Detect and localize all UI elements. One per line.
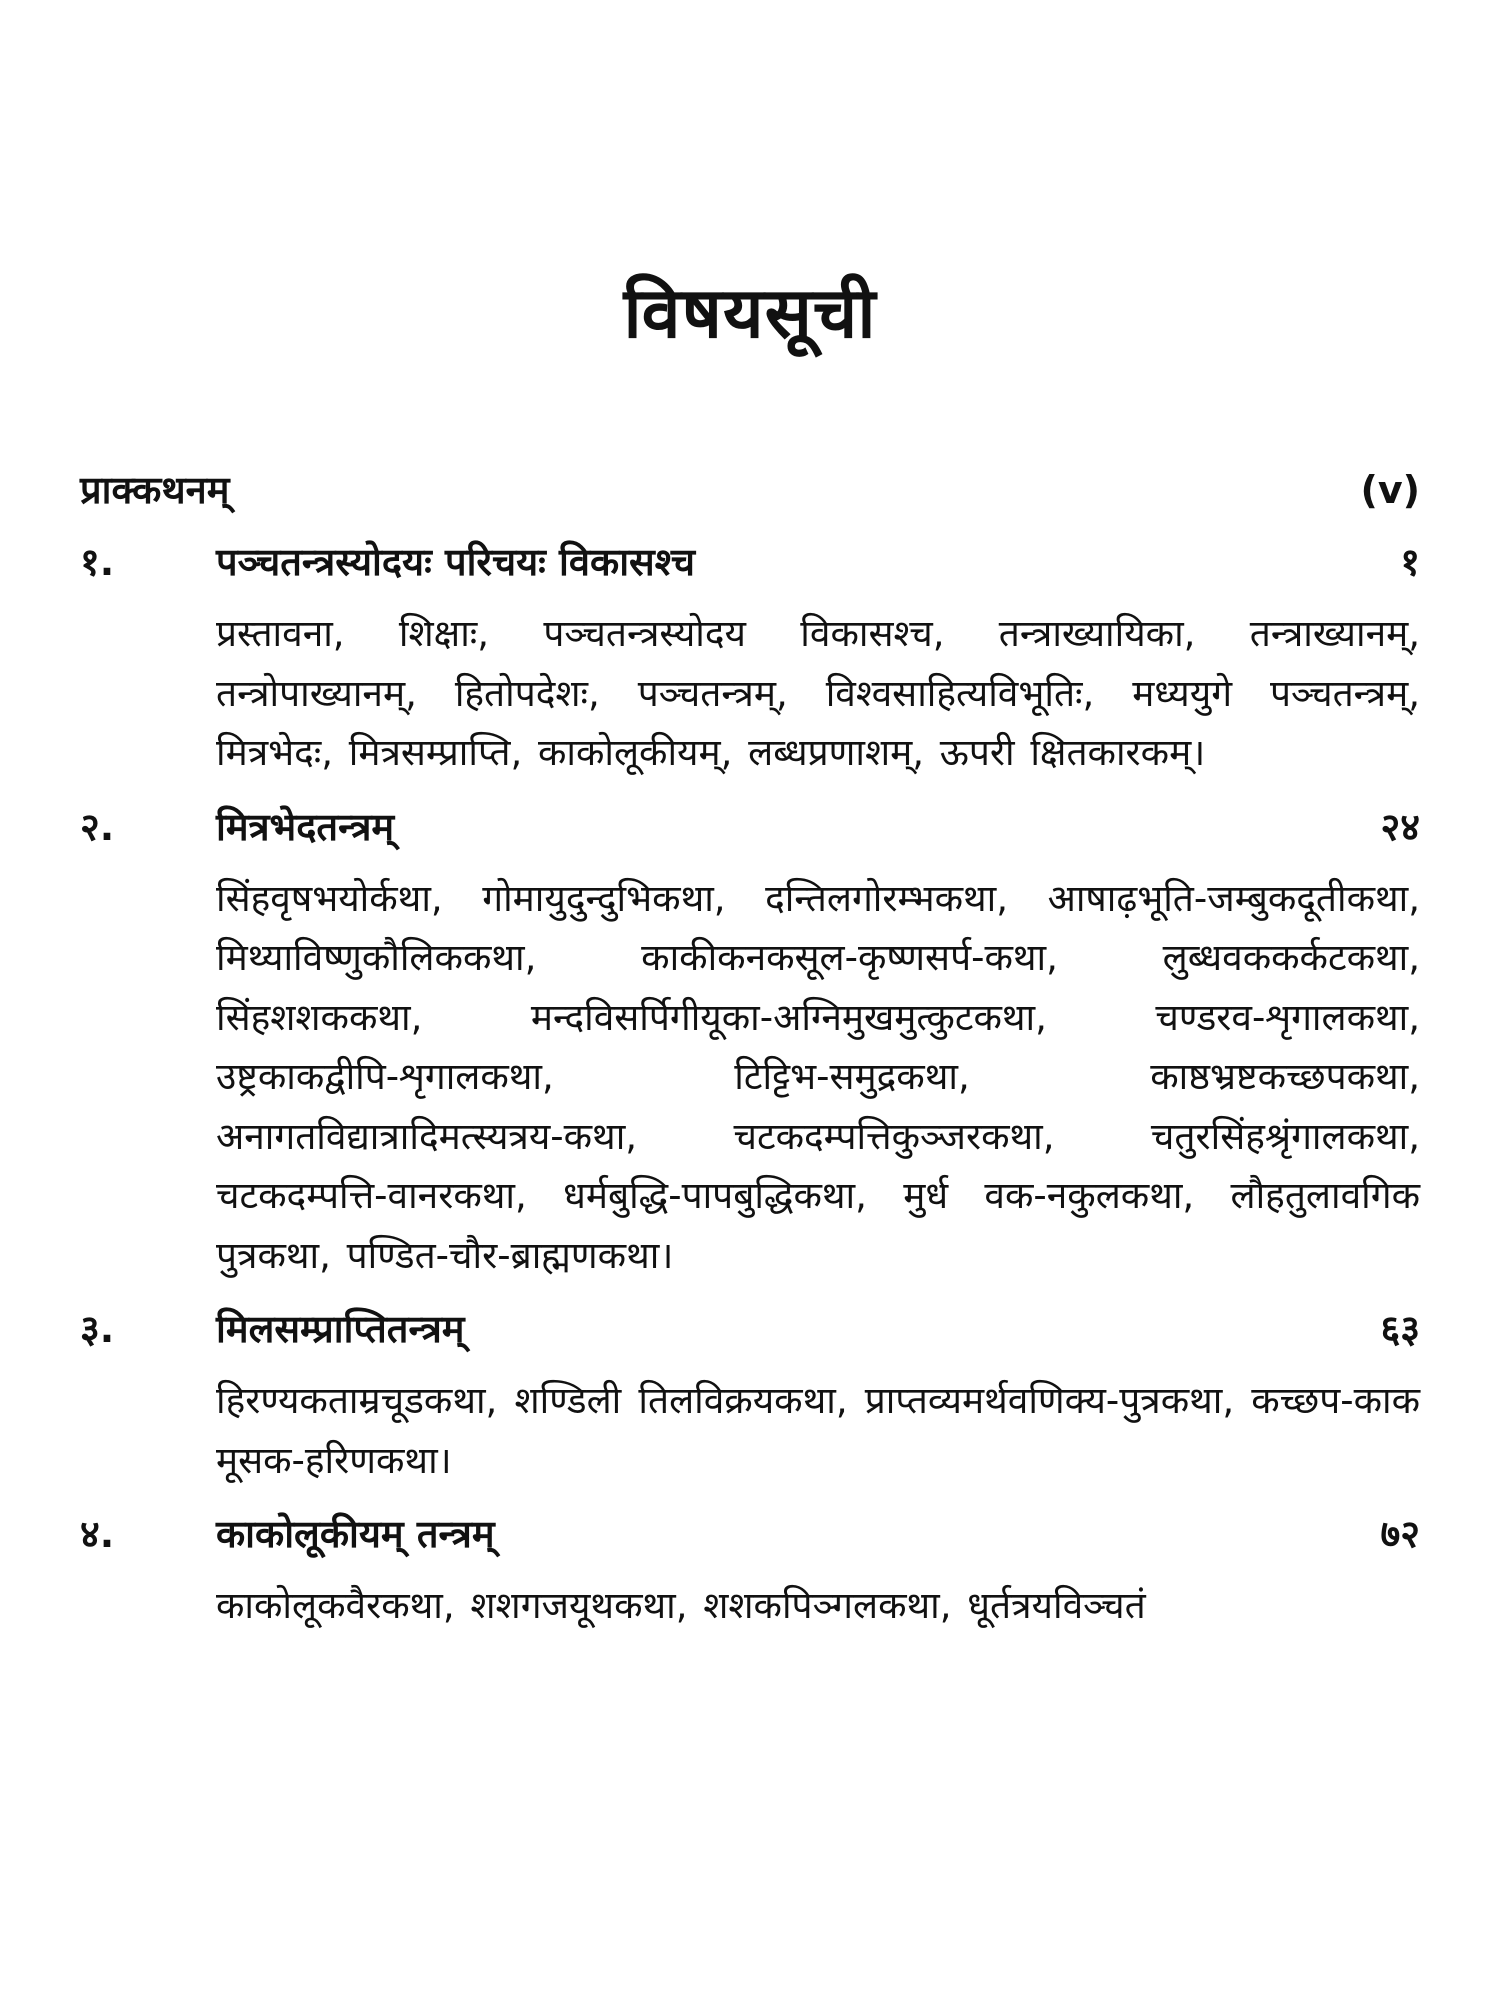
preface-page-number: (v) <box>1360 468 1420 512</box>
section-page-number: ७२ <box>1380 1512 1420 1556</box>
page-title: विषयसूची <box>623 272 877 354</box>
section-contents: प्रस्तावना, शिक्षाः, पञ्चतन्त्रस्योदय विकासश्च, तन्त्राख्यायिका, तन्त्राख्यानम्, तन्त्रोपाख्यानम्, हितोपदेशः, पञ्चतन्त्रम्, विश्वसाहित्यविभूतिः, मध्ययुगे पञ्चतन्त्रम्, मित्रभेदः, मित्रसम्प्राप्ति, काकोलूकीयम्, लब्धप्रणाशम्, ऊपरी क्षितकारकम्। <box>216 612 1420 774</box>
toc-section-2 <box>80 797 1420 1300</box>
section-title: पञ्चतन्त्रस्योदयः परिचयः विकासश्च <box>216 540 696 584</box>
section-number: २. <box>80 804 115 849</box>
section-heading <box>80 1299 1420 1371</box>
toc-entry-preface <box>80 460 1420 532</box>
toc-section-4 <box>80 1504 1420 1650</box>
toc-section-1 <box>80 532 1420 797</box>
section-contents: काकोलूकवैरकथा, शशगजयूथकथा, शशकपिञ्गलकथा, धूर्तत्रयविञ्चतं <box>216 1584 1146 1627</box>
toc-section-3 <box>80 1299 1420 1504</box>
section-number: ३. <box>80 1307 115 1351</box>
section-heading <box>80 797 1420 869</box>
section-heading <box>80 1504 1420 1576</box>
section-page-number: ६३ <box>1380 1307 1420 1351</box>
section-number: ४. <box>80 1512 115 1556</box>
section-title: मित्रभेदतन्त्रम् <box>216 804 395 849</box>
section-page-number: १ <box>1400 540 1420 584</box>
section-contents: हिरण्यकताम्रचूडकथा, शण्डिली तिलविक्रयकथा, प्राप्तव्यमर्थवणिक्य-पुत्रकथा, कच्छप-काक मूसक-हरिणकथा। <box>216 1379 1420 1482</box>
table-of-contents <box>80 460 1420 1650</box>
section-title: काकोलूकीयम् तन्त्रम् <box>216 1512 495 1556</box>
section-page-number: २४ <box>1380 804 1420 849</box>
section-heading <box>80 532 1420 604</box>
section-contents: सिंहवृषभयोर्कथा, गोमायुदुन्दुभिकथा, दन्तिलगोरम्भकथा, आषाढ़भूति-जम्बुकदूतीकथा, मिथ्याविष्णुकौलिककथा, काकीकनकसूल-कृष्णसर्प-कथा, लुब्धवककर्कटकथा, सिंहशशककथा, मन्दविसर्पिगीयूका-अग्निमुखमुत्कुटकथा, चण्डरव-शृगालकथा, उष्ट्रकाकद्वीपि-शृगालकथा, टिट्टिभ-समुद्रकथा, काष्ठभ्रष्टकच्छपकथा, अनागतविद्यात्रादिमत्स्यत्रय-कथा, चटकदम्पत्तिकुञ्जरकथा, चतुरसिंहश्रृंगालकथा, चटकदम्पत्ति-वानरकथा, धर्मबुद्धि-पापबुद्धिकथा, मुर्ध वक-नकुलकथा, लौहतुलावगिक पुत्रकथा, पण्डित-चौर-ब्राह्मणकथा। <box>216 876 1420 1277</box>
preface-label: प्राक्कथनम् <box>80 468 230 512</box>
section-title: मिलसम्प्राप्तितन्त्रम् <box>216 1307 465 1351</box>
section-number: १. <box>80 540 115 584</box>
